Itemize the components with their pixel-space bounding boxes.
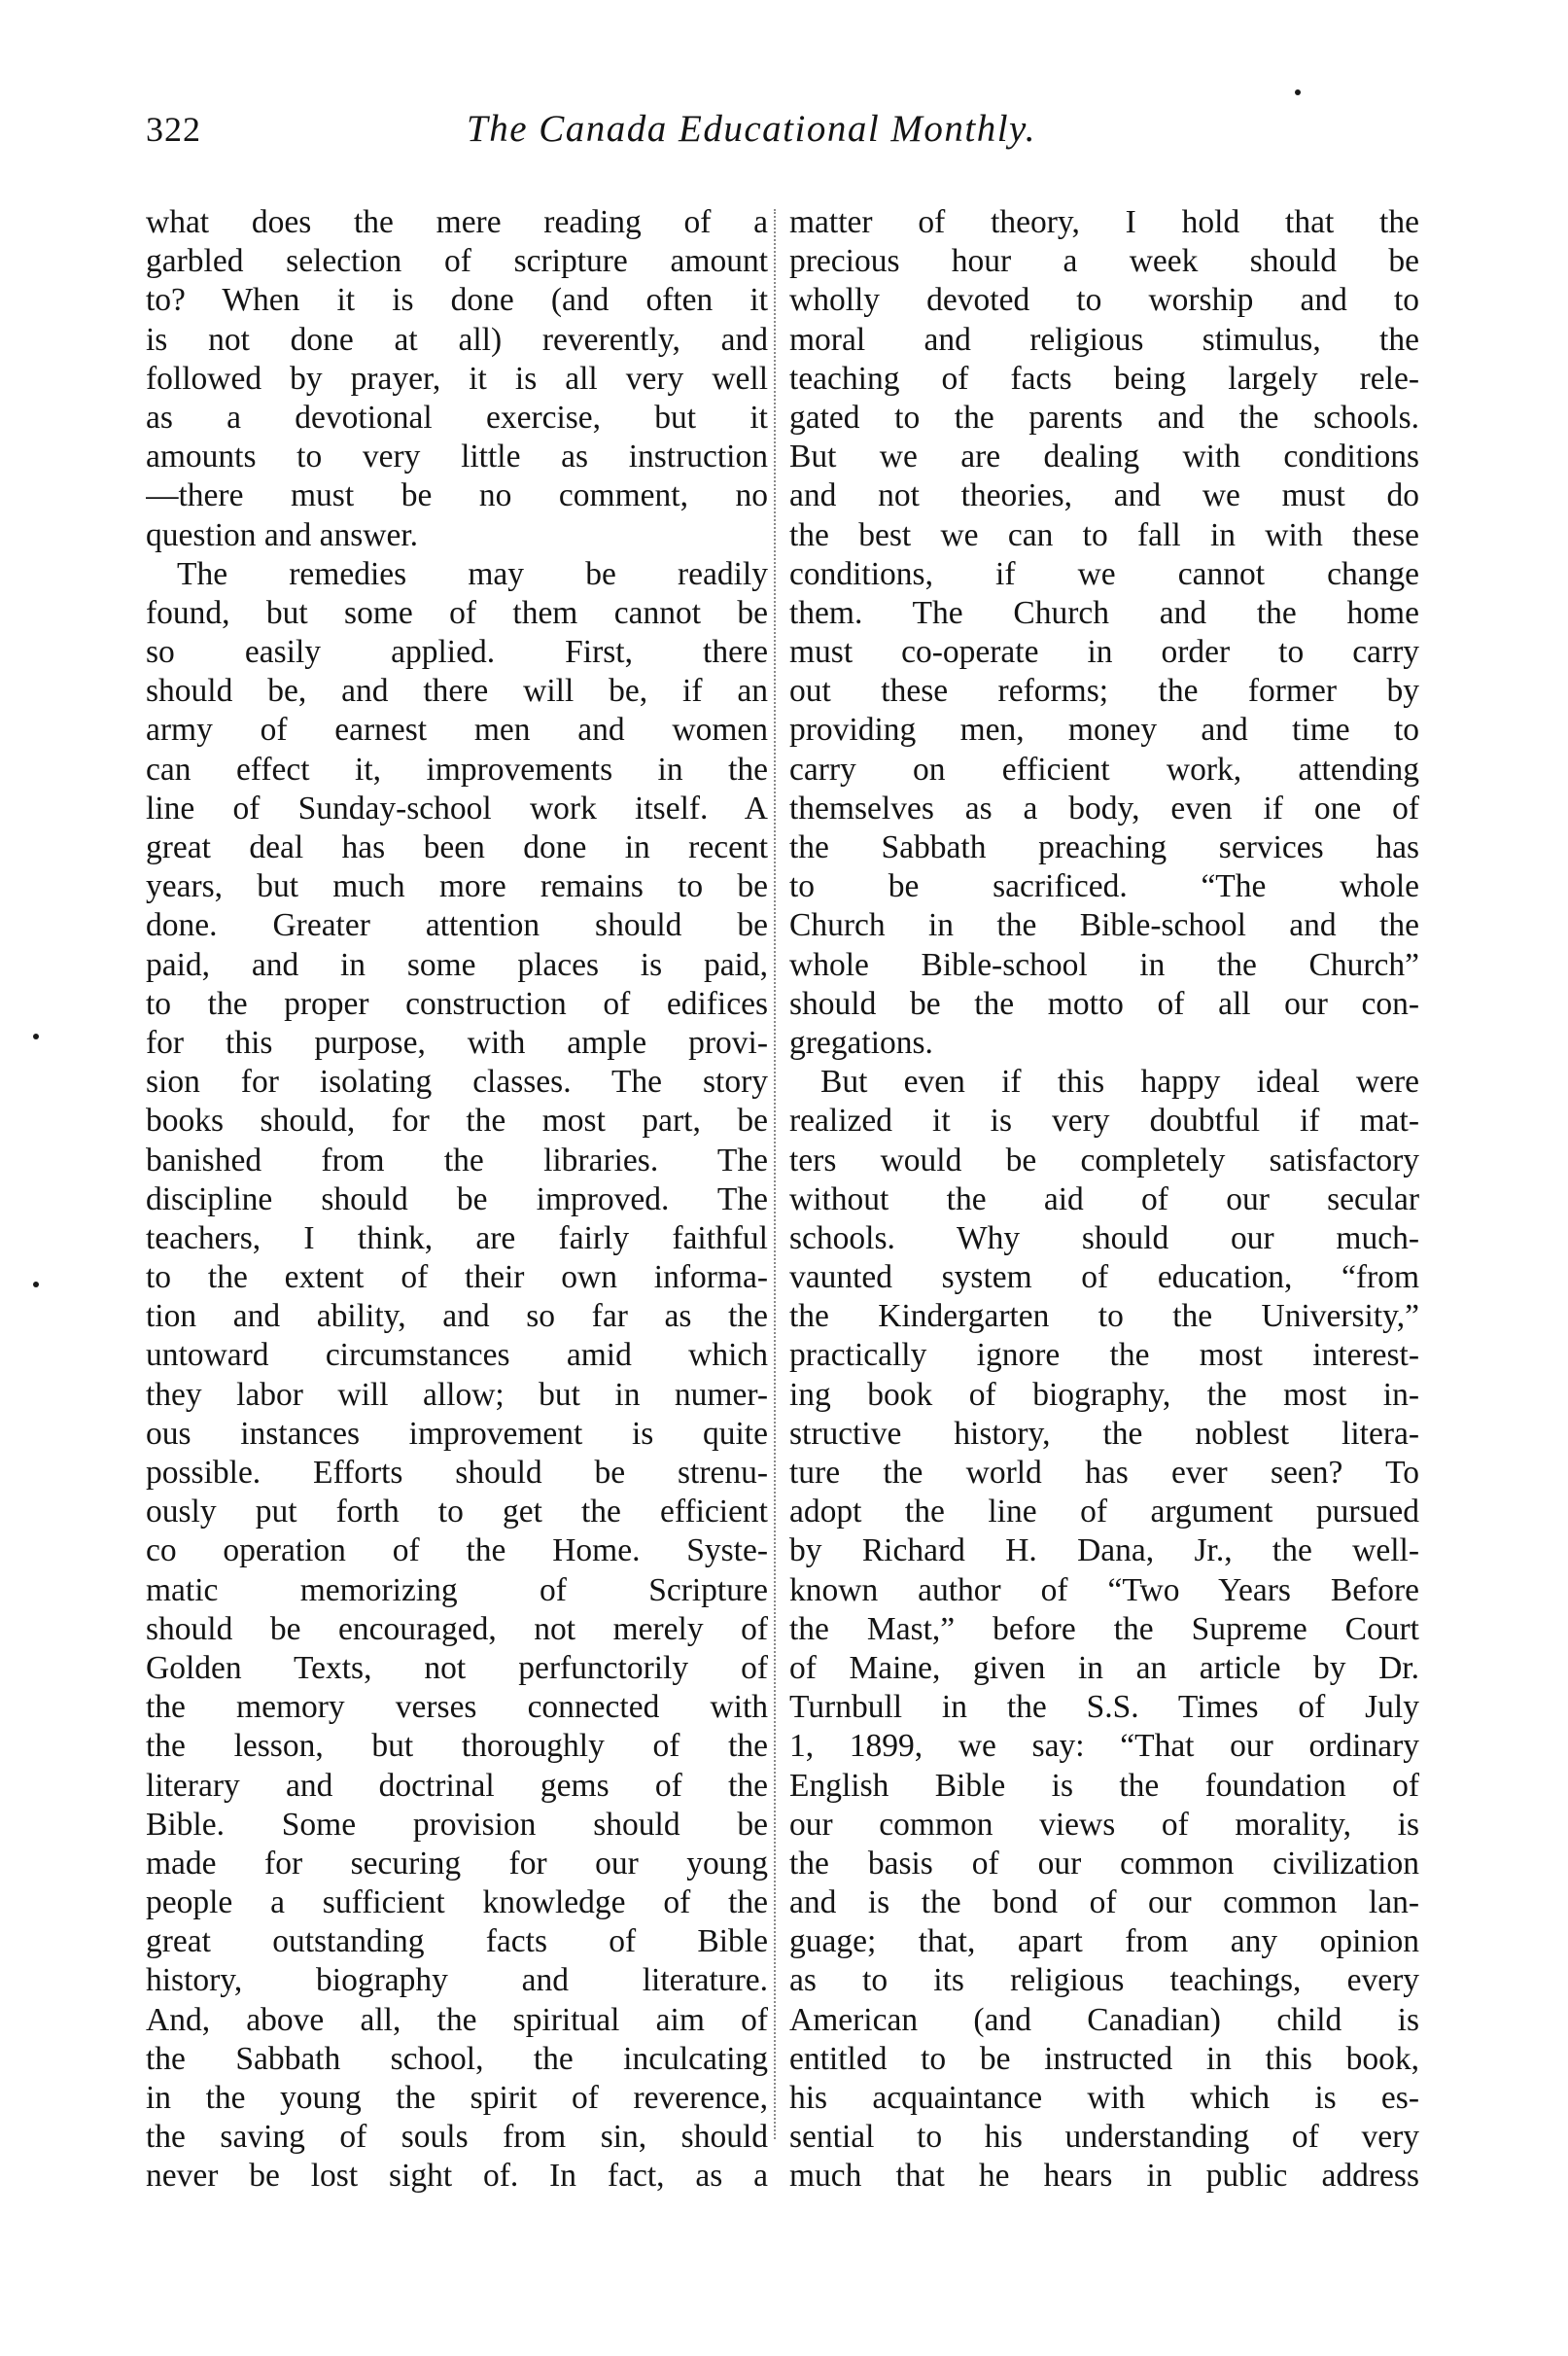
column-divider [774,209,776,2139]
text-line: ous instances improvement is quite [146,1415,768,1452]
text-line: the memory verses connected with [146,1689,768,1726]
text-line: must co-operate in order to carry [789,634,1419,671]
text-line: paid, and in some places is paid, [146,946,768,983]
text-line: great outstanding facts of Bible [146,1923,768,1960]
text-line: done. Greater attention should be [146,907,768,944]
text-line: books should, for the most part, be [146,1103,768,1140]
text-line: 1, 1899, we say: “That our ordinary [789,1728,1419,1765]
text-line: literary and doctrinal gems of the [146,1767,768,1804]
running-title: The Canada Educational Monthly. [467,108,1036,150]
text-line: followed by prayer, it is all very well [146,360,768,397]
text-line: as a devotional exercise, but it [146,399,768,436]
text-line: of Maine, given in an article by Dr. [789,1649,1419,1686]
text-line: to the proper construction of edifices [146,985,768,1022]
text-line: Golden Texts, not perfunctorily of [146,1649,768,1686]
text-line: found, but some of them cannot be [146,594,768,631]
text-line: army of earnest men and women [146,712,768,749]
scan-speck [33,1282,39,1287]
text-line: people a sufficient knowledge of the [146,1884,768,1921]
text-line: the Sabbath school, the inculcating [146,2040,768,2077]
text-line: what does the mere reading of a [146,204,768,240]
text-line: But even if this happy ideal were [820,1064,1419,1101]
text-line: years, but much more remains to be [146,868,768,905]
text-line: the saving of souls from sin, should [146,2119,768,2156]
text-line: and not theories, and we must do [789,477,1419,514]
text-line: the Sabbath preaching services has [789,829,1419,865]
text-line: the Mast,” before the Supreme Court [789,1610,1419,1647]
text-line: them. The Church and the home [789,594,1419,631]
text-line: vaunted system of education, “from [789,1259,1419,1296]
text-line: to? When it is done (and often it [146,282,768,319]
text-line: Church in the Bible-school and the [789,907,1419,944]
text-line: so easily applied. First, there [146,634,768,671]
text-line: great deal has been done in recent [146,829,768,865]
page-number: 322 [146,110,201,149]
scan-speck [33,1034,39,1039]
text-line: And, above all, the spiritual aim of [146,2001,768,2038]
text-line: ters would be completely satisfactory [789,1142,1419,1178]
text-line: matic memorizing of Scripture [146,1571,768,1608]
text-line: should be the motto of all our con- [789,985,1419,1022]
text-line: The remedies may be readily [177,555,768,592]
text-line: teachers, I think, are fairly faithful [146,1219,768,1256]
text-line: realized it is very doubtful if mat- [789,1103,1419,1140]
text-line: But we are dealing with conditions [789,439,1419,475]
text-line: ing book of biography, the most in- [789,1376,1419,1413]
page-header [146,105,1439,154]
text-line: gregations. [789,1024,933,1061]
text-line: line of Sunday-school work itself. A [146,790,768,826]
text-line: much that he hears in public address [789,2158,1419,2195]
text-line: garbled selection of scripture amount [146,243,768,280]
text-line: by Richard H. Dana, Jr., the well- [789,1532,1419,1569]
text-line: tion and ability, and so far as the [146,1298,768,1335]
text-line: ture the world has ever seen? To [789,1455,1419,1491]
text-line: possible. Efforts should be strenu- [146,1455,768,1491]
text-line: can effect it, improvements in the [146,751,768,788]
text-line: made for securing for our young [146,1845,768,1881]
right-column [789,203,1419,2195]
text-line: adopt the line of argument pursued [789,1494,1419,1530]
text-line: sential to his understanding of very [789,2119,1419,2156]
text-line: Turnbull in the S.S. Times of July [789,1689,1419,1726]
text-line: precious hour a week should be [789,243,1419,280]
text-line: to be sacrificed. “The whole [789,868,1419,905]
text-line: American (and Canadian) child is [789,2001,1419,2038]
text-line: the basis of our common civilization [789,1845,1419,1881]
text-line: providing men, money and time to [789,712,1419,749]
text-line: —there must be no comment, no [146,477,768,514]
text-line: amounts to very little as instruction [146,439,768,475]
text-line: should be encouraged, not merely of [146,1610,768,1647]
text-line: schools. Why should our much- [789,1219,1419,1256]
text-line: never be lost sight of. In fact, as a [146,2158,768,2195]
text-line: practically ignore the most interest- [789,1337,1419,1374]
text-line: as to its religious teachings, every [789,1962,1419,1999]
text-line: conditions, if we cannot change [789,555,1419,592]
text-line: guage; that, apart from any opinion [789,1923,1419,1960]
text-line: ously put forth to get the efficient [146,1494,768,1530]
text-line: for this purpose, with ample provi- [146,1024,768,1061]
text-line: whole Bible-school in the Church” [789,946,1419,983]
text-line: the lesson, but thoroughly of the [146,1728,768,1765]
text-line: question and answer. [146,516,419,553]
text-line: Bible. Some provision should be [146,1806,768,1843]
text-line: wholly devoted to worship and to [789,282,1419,319]
text-line: English Bible is the foundation of [789,1767,1419,1804]
scan-speck [1295,89,1301,95]
text-line: structive history, the noblest litera- [789,1415,1419,1452]
text-line: should be, and there will be, if an [146,673,768,710]
text-line: teaching of facts being largely rele- [789,360,1419,397]
text-line: history, biography and literature. [146,1962,768,1999]
text-line: entitled to be instructed in this book, [789,2040,1419,2077]
text-line: the Kindergarten to the University,” [789,1298,1419,1335]
text-line: his acquaintance with which is es- [789,2080,1419,2116]
text-line: is not done at all) reverently, and [146,321,768,358]
text-line: sion for isolating classes. The story [146,1064,768,1101]
text-line: untoward circumstances amid which [146,1337,768,1374]
text-line: carry on efficient work, attending [789,751,1419,788]
text-line: moral and religious stimulus, the [789,321,1419,358]
text-line: in the young the spirit of reverence, [146,2080,768,2116]
text-line: our common views of morality, is [789,1806,1419,1843]
text-line: co operation of the Home. Syste- [146,1532,768,1569]
text-line: discipline should be improved. The [146,1180,768,1217]
text-line: without the aid of our secular [789,1180,1419,1217]
left-column [146,203,768,2195]
text-line: and is the bond of our common lan- [789,1884,1419,1921]
text-line: to the extent of their own informa- [146,1259,768,1296]
text-line: out these reforms; the former by [789,673,1419,710]
text-line: they labor will allow; but in numer- [146,1376,768,1413]
text-line: the best we can to fall in with these [789,516,1419,553]
text-line: themselves as a body, even if one of [789,790,1419,826]
text-line: matter of theory, I hold that the [789,204,1419,240]
text-line: banished from the libraries. The [146,1142,768,1178]
text-line: known author of “Two Years Before [789,1571,1419,1608]
text-line: gated to the parents and the schools. [789,399,1419,436]
